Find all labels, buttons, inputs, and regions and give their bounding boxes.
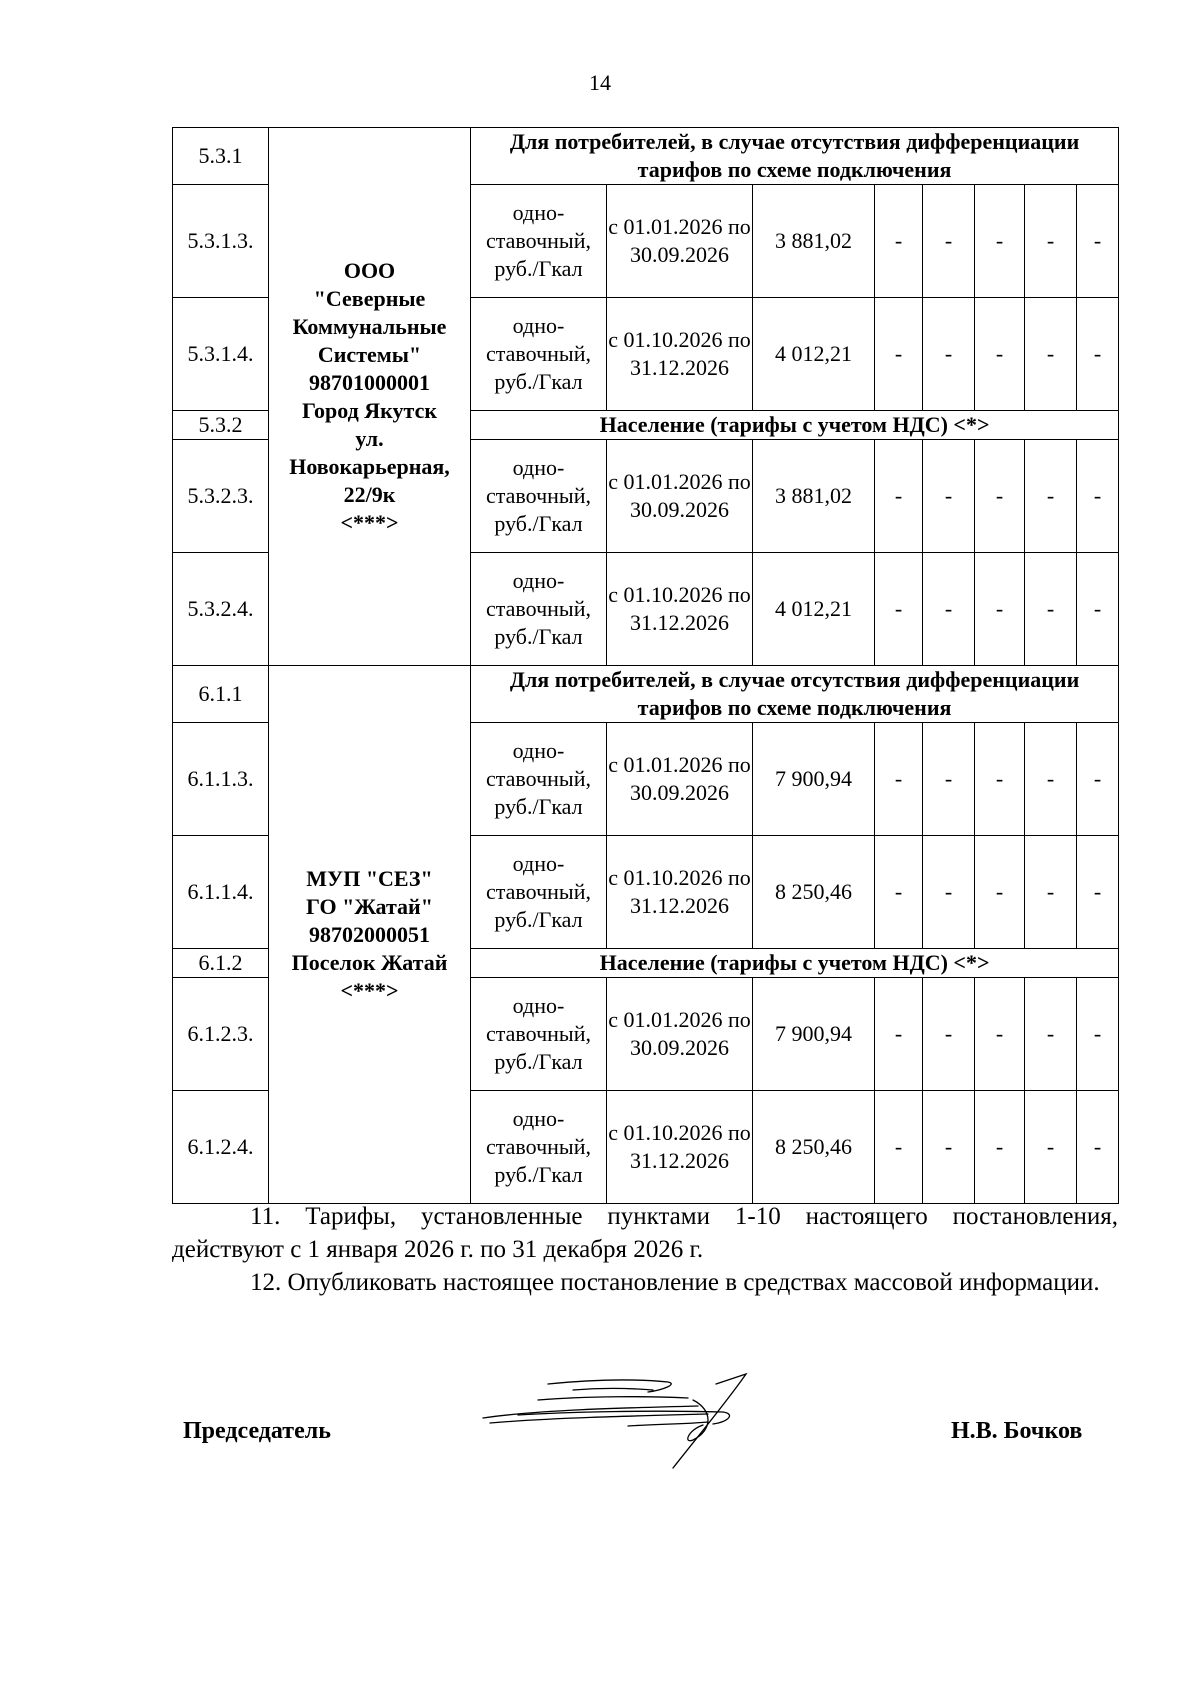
group-header: Население (тарифы с учетом НДС) <*>	[471, 949, 1119, 978]
empty-value-dash: -	[1025, 836, 1077, 949]
empty-value-dash: -	[975, 185, 1025, 298]
empty-value-dash: -	[875, 440, 923, 553]
row-code: 5.3.2.4.	[173, 553, 269, 666]
empty-value-dash: -	[923, 1091, 975, 1204]
organization-line: "Северные	[313, 285, 426, 311]
tariff-type: одно-ставочный, руб./Гкал	[471, 978, 607, 1091]
signatory-name: Н.В. Бочков	[951, 1418, 1083, 1444]
empty-value-dash: -	[1025, 978, 1077, 1091]
empty-value-dash: -	[1077, 185, 1119, 298]
empty-value-dash: -	[923, 553, 975, 666]
tariff-period: с 01.01.2026 по 30.09.2026	[607, 440, 753, 553]
empty-value-dash: -	[1025, 553, 1077, 666]
empty-value-dash: -	[923, 978, 975, 1091]
tariff-value: 7 900,94	[753, 723, 875, 836]
empty-value-dash: -	[875, 836, 923, 949]
empty-value-dash: -	[1077, 723, 1119, 836]
empty-value-dash: -	[1077, 836, 1119, 949]
row-code: 5.3.2.3.	[173, 440, 269, 553]
empty-value-dash: -	[975, 1091, 1025, 1204]
organization-line: Поселок Жатай	[291, 949, 448, 975]
empty-value-dash: -	[975, 978, 1025, 1091]
handwritten-signature	[478, 1370, 798, 1470]
organization-line: Системы"	[317, 341, 422, 367]
empty-value-dash: -	[1025, 298, 1077, 411]
organization-cell	[269, 666, 471, 1204]
row-code: 6.1.1.3.	[173, 723, 269, 836]
tariff-value: 4 012,21	[753, 298, 875, 411]
organization-line: 98702000051	[309, 921, 430, 947]
empty-value-dash: -	[1077, 298, 1119, 411]
organization-line: Новокарьерная,	[289, 453, 450, 479]
paragraph-11: 11. Тарифы, установленные пунктами 1-10 настоящего постановления, действуют с 1 января 2026 г. по 31 декабря 2026 г.	[172, 1203, 1118, 1263]
empty-value-dash: -	[1077, 440, 1119, 553]
tariff-period: с 01.01.2026 по 30.09.2026	[607, 723, 753, 836]
tariff-value: 8 250,46	[753, 836, 875, 949]
empty-value-dash: -	[923, 298, 975, 411]
group-header-row	[173, 128, 1119, 185]
row-code: 5.3.1.3.	[173, 185, 269, 298]
tariff-period: с 01.10.2026 по 31.12.2026	[607, 1091, 753, 1204]
tariff-type: одно-ставочный, руб./Гкал	[471, 836, 607, 949]
tariff-type: одно-ставочный, руб./Гкал	[471, 553, 607, 666]
empty-value-dash: -	[875, 185, 923, 298]
group-header: Население (тарифы с учетом НДС) <*>	[471, 411, 1119, 440]
group-header: Для потребителей, в случае отсутствия дифференциации тарифов по схеме подключения	[471, 666, 1119, 723]
empty-value-dash: -	[875, 1091, 923, 1204]
organization-line: 22/9к	[343, 481, 396, 507]
organization-line: ул.	[355, 425, 384, 451]
group-code: 5.3.2	[173, 411, 269, 440]
row-code: 6.1.1.4.	[173, 836, 269, 949]
tariff-type: одно-ставочный, руб./Гкал	[471, 440, 607, 553]
organization-line: Коммунальные	[292, 313, 447, 339]
group-header-row	[173, 666, 1119, 723]
tariff-value: 7 900,94	[753, 978, 875, 1091]
tariff-period: с 01.01.2026 по 30.09.2026	[607, 185, 753, 298]
tariff-value: 3 881,02	[753, 185, 875, 298]
empty-value-dash: -	[1025, 1091, 1077, 1204]
empty-value-dash: -	[975, 440, 1025, 553]
empty-value-dash: -	[1077, 1091, 1119, 1204]
empty-value-dash: -	[1025, 440, 1077, 553]
empty-value-dash: -	[1077, 978, 1119, 1091]
organization-line: <***>	[340, 509, 399, 535]
paragraph-12: 12. Опубликовать настоящее постановление в средствах массовой информации.	[250, 1269, 1100, 1296]
tariff-value: 8 250,46	[753, 1091, 875, 1204]
empty-value-dash: -	[923, 723, 975, 836]
organization-line: МУП "СЕЗ"	[306, 865, 433, 891]
group-code: 6.1.2	[173, 949, 269, 978]
empty-value-dash: -	[975, 723, 1025, 836]
empty-value-dash: -	[875, 978, 923, 1091]
tariff-type: одно-ставочный, руб./Гкал	[471, 185, 607, 298]
tariff-type: одно-ставочный, руб./Гкал	[471, 298, 607, 411]
group-code: 5.3.1	[173, 128, 269, 185]
empty-value-dash: -	[1077, 553, 1119, 666]
tariff-type: одно-ставочный, руб./Гкал	[471, 1091, 607, 1204]
empty-value-dash: -	[1025, 185, 1077, 298]
row-code: 6.1.2.4.	[173, 1091, 269, 1204]
page-number: 14	[589, 70, 611, 95]
organization-line: ООО	[343, 257, 396, 283]
empty-value-dash: -	[923, 836, 975, 949]
group-code: 6.1.1	[173, 666, 269, 723]
empty-value-dash: -	[923, 185, 975, 298]
signatory-position: Председатель	[183, 1418, 331, 1444]
group-header: Для потребителей, в случае отсутствия дифференциации тарифов по схеме подключения	[471, 128, 1119, 185]
organization-line: <***>	[340, 977, 399, 1003]
tariff-type: одно-ставочный, руб./Гкал	[471, 723, 607, 836]
tariff-value: 3 881,02	[753, 440, 875, 553]
tariff-period: с 01.10.2026 по 31.12.2026	[607, 836, 753, 949]
empty-value-dash: -	[923, 440, 975, 553]
empty-value-dash: -	[875, 723, 923, 836]
tariff-value: 4 012,21	[753, 553, 875, 666]
row-code: 6.1.2.3.	[173, 978, 269, 1091]
empty-value-dash: -	[1025, 723, 1077, 836]
organization-line: 98701000001	[309, 369, 430, 395]
tariff-table	[172, 127, 1119, 1204]
empty-value-dash: -	[875, 298, 923, 411]
organization-line: ГО "Жатай"	[306, 893, 433, 919]
organization-line: Город Якутск	[301, 397, 438, 423]
empty-value-dash: -	[875, 553, 923, 666]
row-code: 5.3.1.4.	[173, 298, 269, 411]
empty-value-dash: -	[975, 298, 1025, 411]
empty-value-dash: -	[975, 836, 1025, 949]
organization-cell	[269, 128, 471, 666]
empty-value-dash: -	[975, 553, 1025, 666]
tariff-period: с 01.10.2026 по 31.12.2026	[607, 553, 753, 666]
tariff-period: с 01.10.2026 по 31.12.2026	[607, 298, 753, 411]
tariff-period: с 01.01.2026 по 30.09.2026	[607, 978, 753, 1091]
